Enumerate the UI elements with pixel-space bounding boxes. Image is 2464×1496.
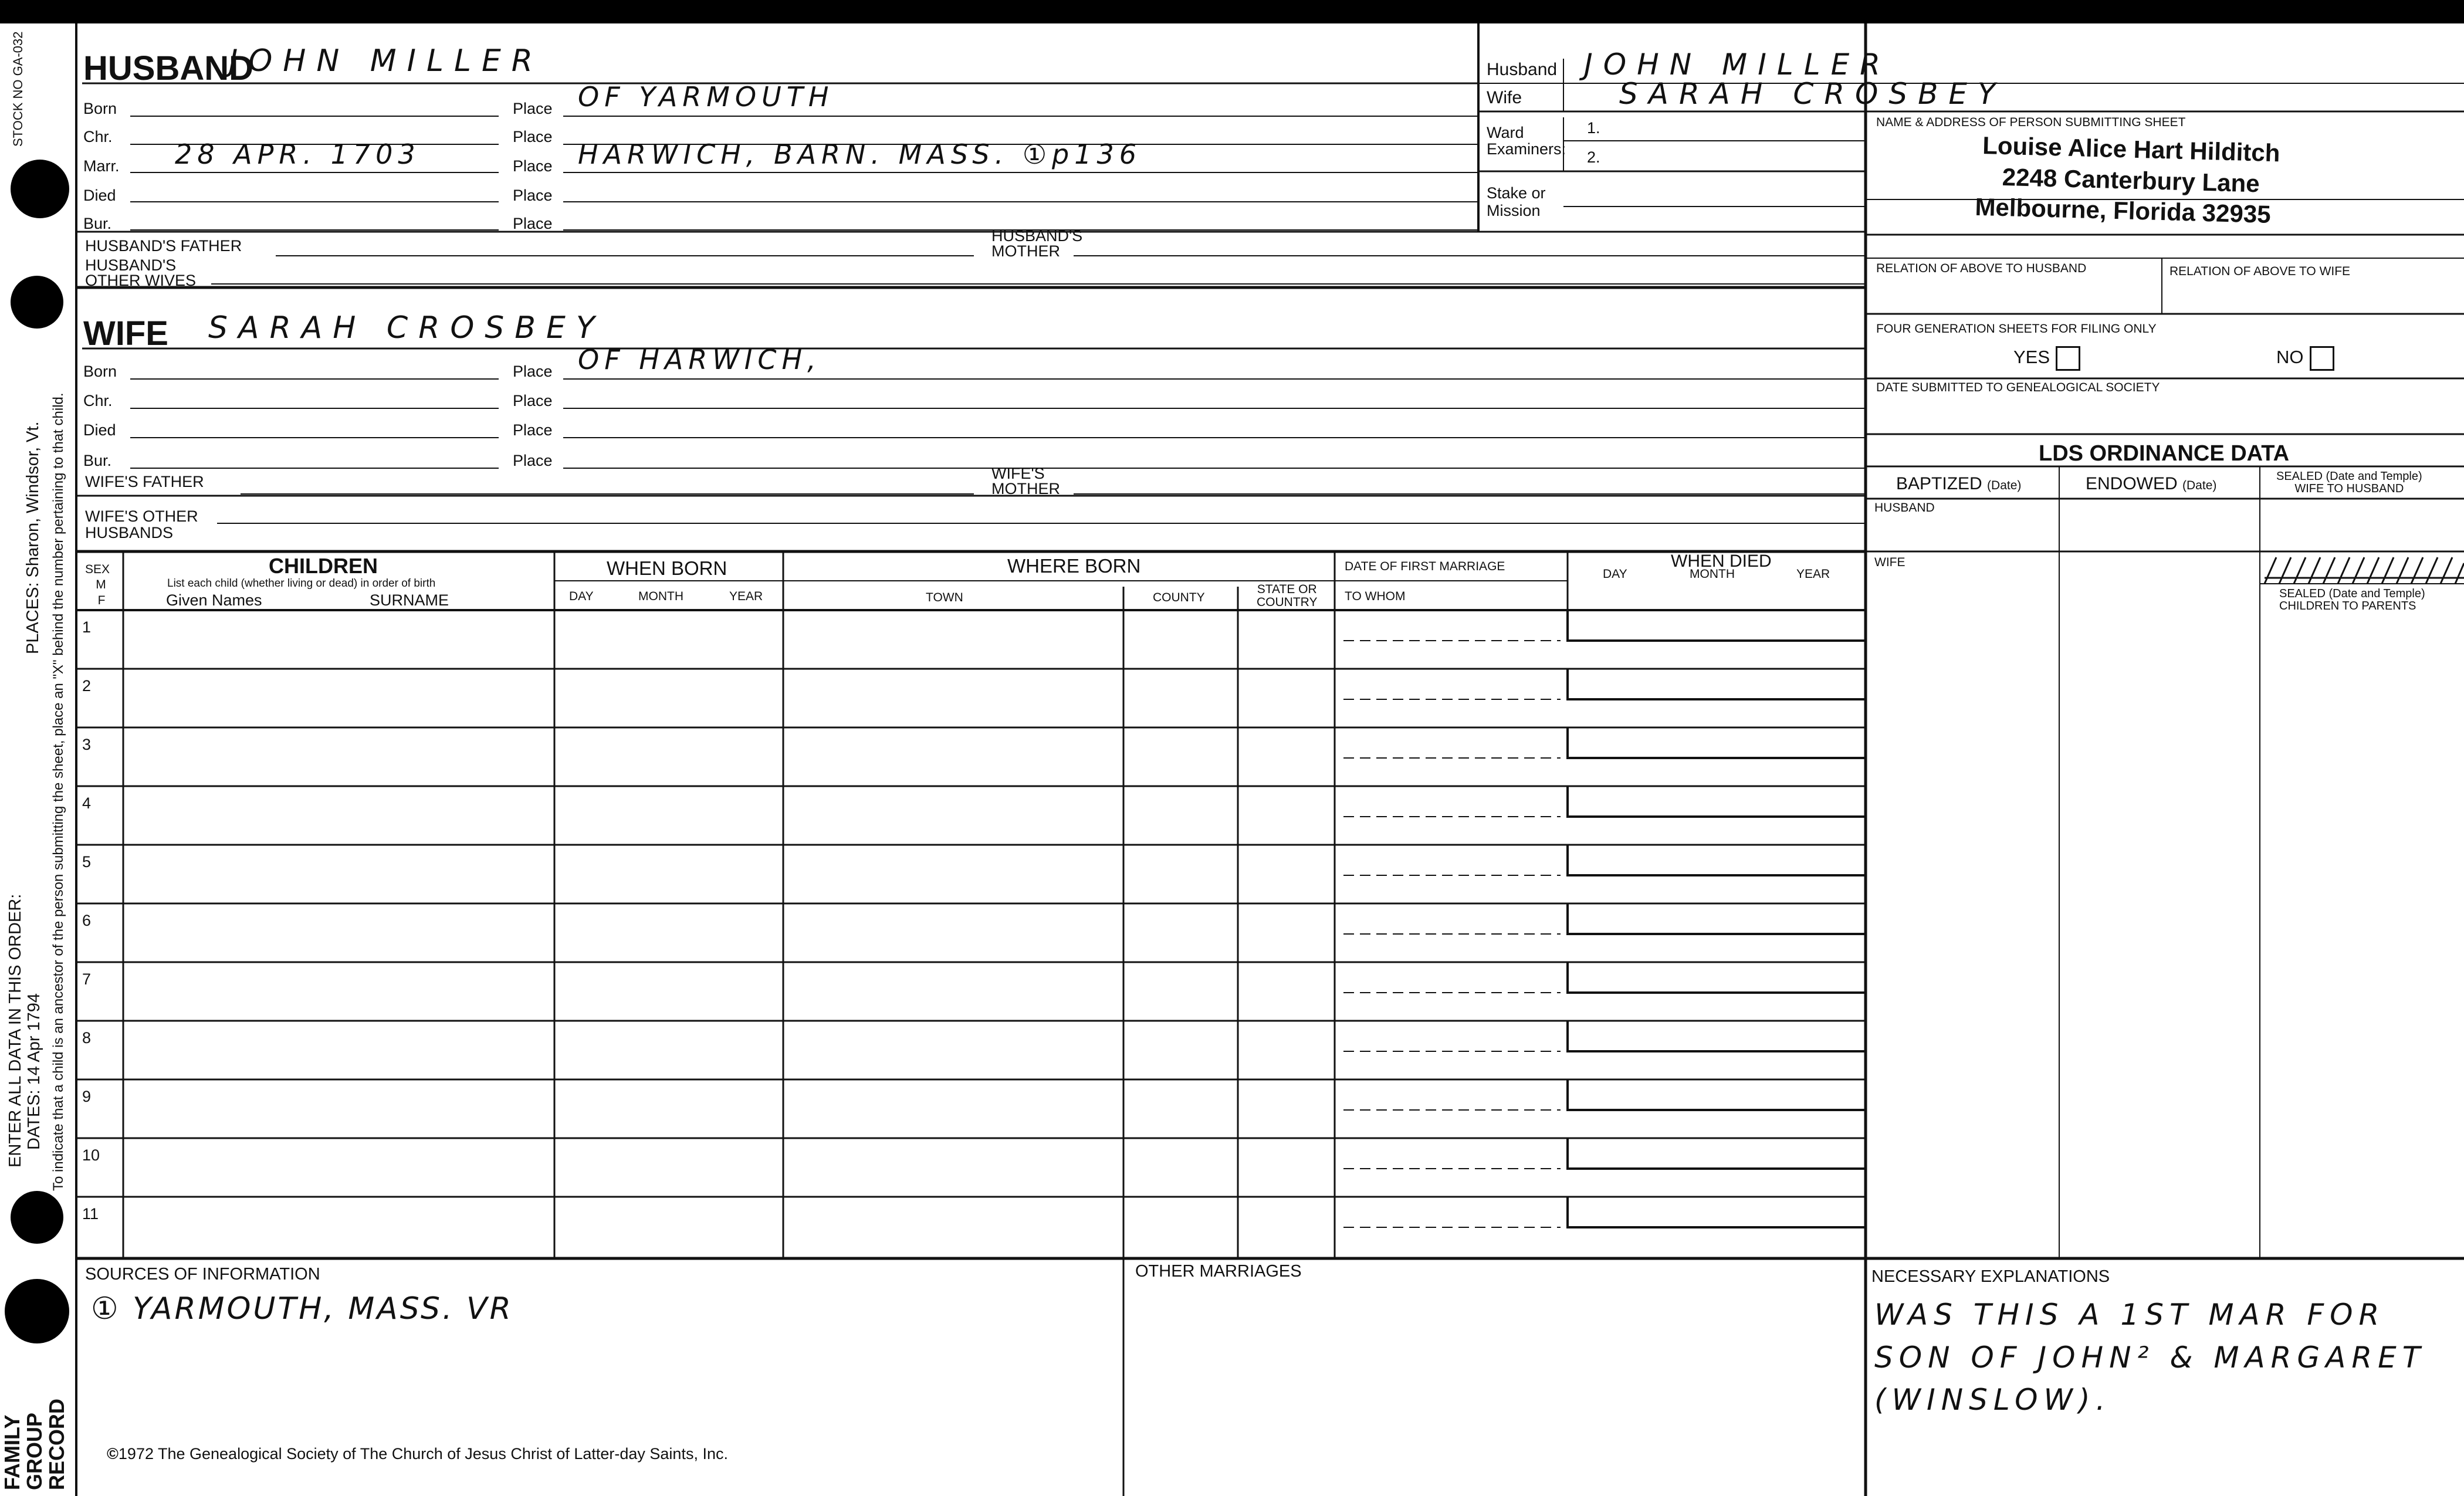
husbands-father-label: HUSBAND'S FATHER — [85, 237, 242, 255]
place-label: Place — [513, 128, 553, 145]
child-row-number: 1 — [82, 618, 92, 636]
when-died-field — [1568, 962, 1866, 993]
when-died-field — [1568, 1021, 1866, 1051]
died-month-header: MONTH — [1690, 567, 1735, 581]
marr-label: Marr. — [83, 157, 120, 175]
stake-mission-label: Stake or Mission — [1487, 184, 1546, 219]
marriage-place-entry[interactable]: HARWICH, BARN. MASS. ①p136 — [578, 138, 1142, 170]
place-label: Place — [513, 157, 553, 175]
place-label: Place — [513, 452, 553, 469]
died-year-header: YEAR — [1796, 567, 1830, 581]
when-died-field — [1568, 669, 1866, 699]
endowed-header: ENDOWED (Date) — [2086, 474, 2217, 493]
child-row-number: 11 — [82, 1205, 99, 1223]
yes-option[interactable] — [2013, 346, 2080, 371]
wifes-father-label: WIFE'S FATHER — [85, 473, 204, 490]
when-died-header: WHEN DIED — [1671, 551, 1772, 571]
where-born-header: WHERE BORN — [1007, 555, 1141, 577]
when-died-field — [1568, 903, 1866, 934]
wife-name-entry[interactable]: SARAH CROSBEY — [208, 310, 605, 346]
when-died-field — [1568, 1197, 1866, 1227]
stock-number: STOCK NO GA-032 — [11, 31, 25, 147]
when-died-field — [1568, 786, 1866, 817]
sex-header: SEX M F — [85, 563, 110, 607]
year-header: YEAR — [729, 590, 763, 603]
yes-checkbox[interactable] — [2056, 346, 2080, 371]
place-label: Place — [513, 100, 553, 117]
born-label: Born — [83, 363, 117, 380]
wife-born-place-entry[interactable]: OF HARWICH, — [578, 344, 821, 375]
submitter-street: 2248 Canterbury Lane — [2002, 163, 2260, 197]
submitter-label: NAME & ADDRESS OF PERSON SUBMITTING SHEET — [1876, 116, 2186, 129]
children-header: CHILDREN — [269, 554, 378, 578]
husband-name-entry[interactable]: JOHN MILLER — [229, 43, 543, 79]
examiner-2: 2. — [1587, 148, 1600, 166]
bur-label: Bur. — [83, 452, 112, 469]
when-died-field — [1568, 1079, 1866, 1110]
other-marriages-label: OTHER MARRIAGES — [1135, 1262, 1302, 1281]
no-label: NO — [2276, 347, 2304, 368]
children-list-note: List each child (whether living or dead) in order of birth — [167, 577, 436, 590]
sealed-children-header: SEALED (Date and Temple) CHILDREN TO PARENTS — [2279, 587, 2425, 612]
enter-order-label: ENTER ALL DATA IN THIS ORDER: — [6, 893, 25, 1167]
sources-entry[interactable]: ① YARMOUTH, MASS. VR — [91, 1291, 513, 1326]
necessary-explanations-label: NECESSARY EXPLANATIONS — [1871, 1267, 2110, 1286]
husbands-mother-label: HUSBAND'S MOTHER — [991, 227, 1083, 260]
right-husband-entry[interactable]: JOHN MILLER — [1584, 48, 1891, 82]
husband-heading: HUSBAND — [83, 49, 253, 87]
given-names-header: Given Names — [166, 591, 262, 609]
place-label: Place — [513, 421, 553, 439]
submitter-city: Melbourne, Florida 32935 — [1974, 192, 2272, 228]
examiner-1: 1. — [1587, 119, 1600, 137]
when-died-field — [1568, 610, 1866, 641]
town-header: TOWN — [926, 591, 963, 604]
chr-label: Chr. — [83, 128, 113, 145]
dates-example: DATES: 14 Apr 1794 — [25, 993, 43, 1150]
when-died-field — [1568, 1138, 1866, 1169]
copyright-notice: ©1972 The Genealogical Society of The Church of Jesus Christ of Latter-day Saints, Inc. — [107, 1445, 728, 1463]
county-header: COUNTY — [1153, 591, 1205, 604]
to-whom-header: TO WHOM — [1345, 590, 1406, 603]
sealed-wife-header: SEALED (Date and Temple) WIFE TO HUSBAND — [2276, 470, 2422, 495]
child-row-number: 9 — [82, 1088, 92, 1105]
lds-wife-label: WIFE — [1874, 556, 1905, 569]
wifes-mother-label: WIFE'S MOTHER — [991, 465, 1060, 497]
born-label: Born — [83, 100, 117, 117]
no-option[interactable] — [2276, 346, 2334, 371]
wifes-other-husbands-label: WIFE'S OTHER HUSBANDS — [85, 507, 198, 542]
died-day-header: DAY — [1603, 567, 1627, 581]
died-label: Died — [83, 187, 116, 204]
child-row-number: 2 — [82, 677, 92, 695]
explanations-entry[interactable]: WAS THIS A 1ST MAR FOR SON OF JOHN² & MARGARET (WINSLOW). — [1874, 1298, 2426, 1417]
when-died-field — [1568, 845, 1866, 875]
relation-husband-label: RELATION OF ABOVE TO HUSBAND — [1876, 262, 2087, 275]
marriage-date-entry[interactable]: 28 APR. 1703 — [175, 138, 421, 170]
baptized-header: BAPTIZED (Date) — [1896, 474, 2022, 493]
died-label: Died — [83, 421, 116, 439]
date-submitted-label: DATE SUBMITTED TO GENEALOGICAL SOCIETY — [1876, 381, 2160, 394]
place-label: Place — [513, 363, 553, 380]
child-row-number: 3 — [82, 736, 92, 753]
four-generation-label: FOUR GENERATION SHEETS FOR FILING ONLY — [1876, 322, 2157, 336]
sources-label: SOURCES OF INFORMATION — [85, 1265, 320, 1284]
place-label: Place — [513, 187, 553, 204]
right-husband-label: Husband — [1487, 60, 1558, 79]
lds-husband-label: HUSBAND — [1874, 501, 1935, 515]
state-country-header: STATE OR COUNTRY — [1257, 583, 1318, 610]
husbands-other-wives-label: HUSBAND'S OTHER WIVES — [85, 256, 197, 289]
right-wife-entry[interactable]: SARAH CROSBEY — [1619, 77, 2006, 111]
when-died-field — [1568, 727, 1866, 758]
surname-header: SURNAME — [370, 591, 449, 609]
yes-label: YES — [2013, 347, 2050, 368]
child-row-number: 4 — [82, 794, 92, 812]
record-title: FAMILY GROUP RECORD — [0, 1398, 69, 1490]
no-checkbox[interactable] — [2310, 346, 2334, 371]
ward-examiners-label: Ward Examiners: — [1487, 124, 1566, 158]
child-row-number: 8 — [82, 1029, 92, 1047]
wife-heading: WIFE — [83, 314, 168, 353]
first-marriage-header: DATE OF FIRST MARRIAGE — [1345, 560, 1505, 573]
month-header: MONTH — [638, 590, 683, 603]
submitter-address — [1974, 130, 2280, 231]
place-label: Place — [513, 215, 553, 232]
child-row-number: 7 — [82, 970, 92, 988]
when-born-header: WHEN BORN — [607, 557, 727, 579]
lds-ordinance-title: LDS ORDINANCE DATA — [2039, 441, 2290, 466]
day-header: DAY — [569, 590, 594, 603]
submitter-name: Louise Alice Hart Hilditch — [1982, 131, 2280, 167]
relation-wife-label: RELATION OF ABOVE TO WIFE — [2169, 265, 2351, 278]
right-wife-label: Wife — [1487, 88, 1522, 107]
copyright-icon: © — [107, 1445, 119, 1463]
place-label: Place — [513, 392, 553, 409]
ancestor-note: To indicate that a child is an ancestor of the person submitting the sheet, place an "X" behind the number pertaining to that child. — [50, 392, 66, 1191]
child-row-number: 5 — [82, 853, 92, 871]
husband-born-place-entry[interactable]: OF YARMOUTH — [578, 81, 834, 113]
child-row-number: 10 — [82, 1146, 100, 1164]
chr-label: Chr. — [83, 392, 113, 409]
child-row-number: 6 — [82, 912, 92, 929]
bur-label: Bur. — [83, 215, 112, 232]
places-example: PLACES: Sharon, Windsor, Vt. — [23, 421, 42, 654]
